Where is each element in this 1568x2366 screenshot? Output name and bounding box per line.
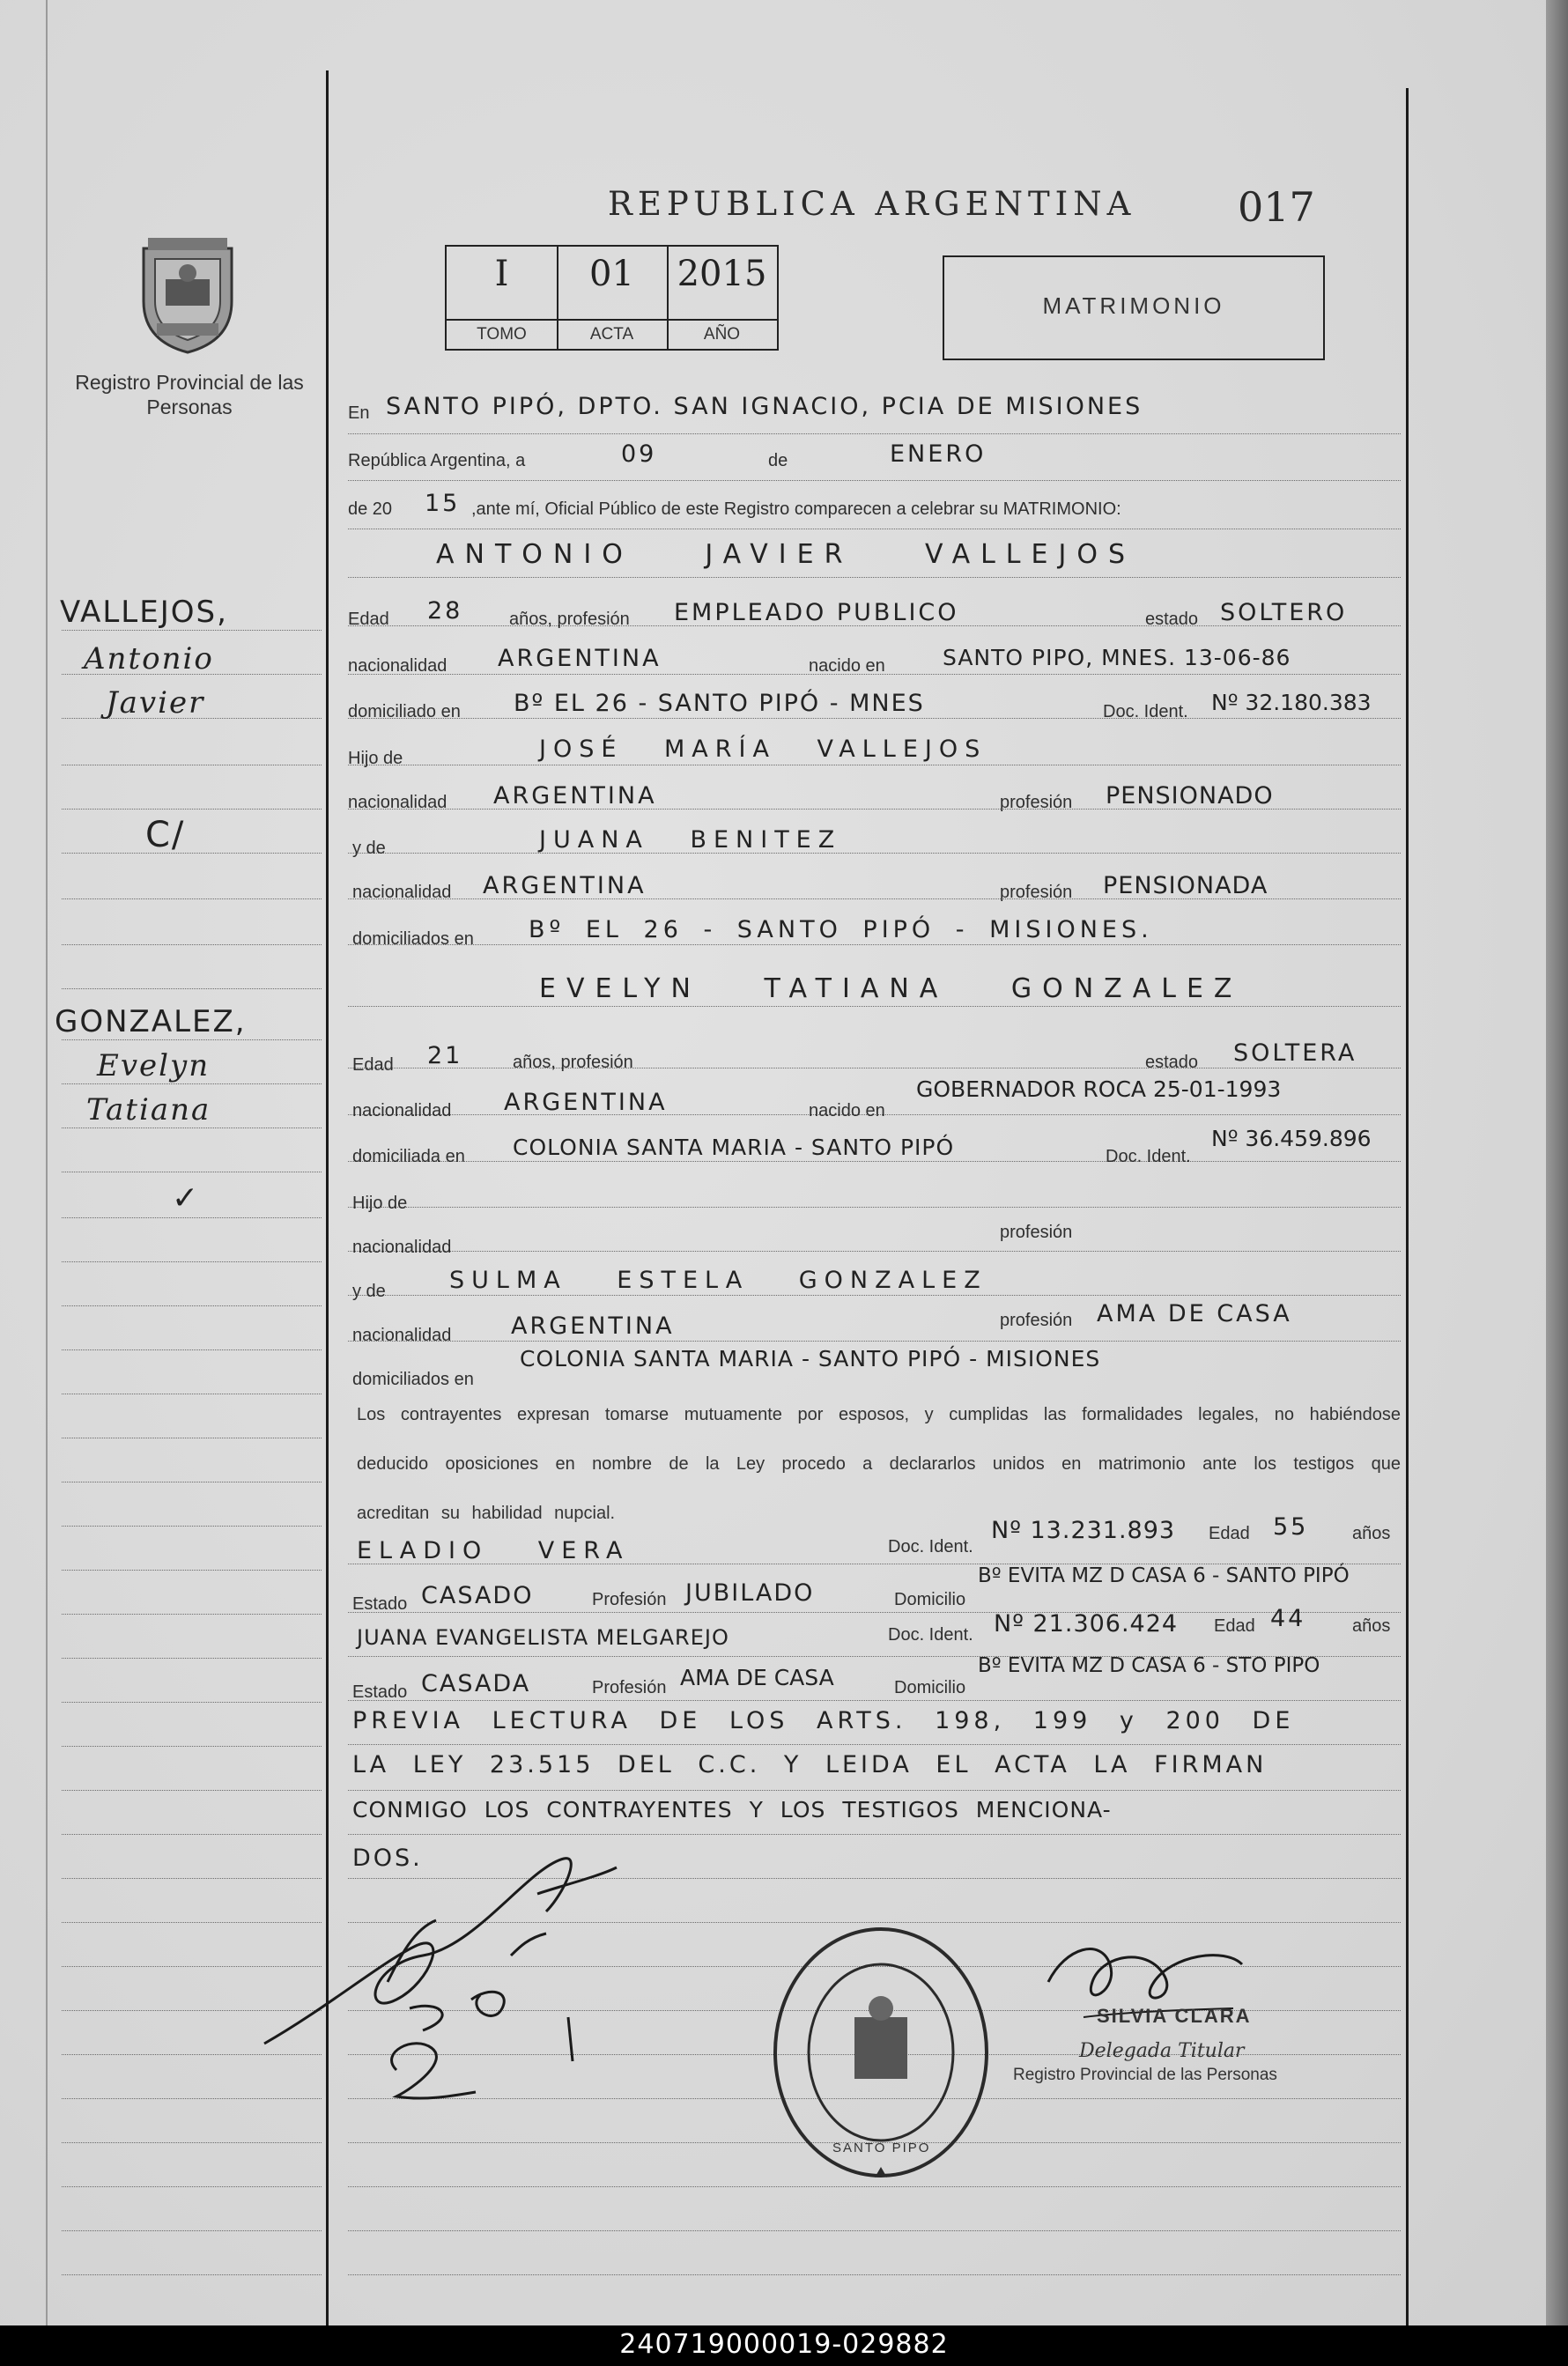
bride-doc: Nº 36.459.896: [1211, 1126, 1372, 1151]
bride-nacido-label: nacido en: [809, 1101, 885, 1120]
witness1-edad-label: Edad: [1209, 1524, 1250, 1543]
place-value: SANTO PIPÓ, DPTO. SAN IGNACIO, PCIA DE MISIONES: [386, 393, 1143, 420]
witness2-address: Bº EVITA MZ D CASA 6 - STO PIPO: [978, 1654, 1320, 1677]
witness2-age: 44: [1270, 1605, 1306, 1632]
bride-father-nac-label: nacionalidad: [352, 1238, 452, 1257]
witness2-prof-label: Profesión: [592, 1678, 667, 1697]
witness2-doc-label: Doc. Ident.: [888, 1625, 973, 1645]
margin-ruled-line: [62, 1702, 322, 1703]
groom-father-profession: PENSIONADO: [1106, 782, 1274, 810]
groom-estado-label: estado: [1145, 610, 1199, 629]
declaration-paragraph: Los contrayentes expresan tomarse mutuamente por esposos, y cumplidas las formalidades legales, no habiéndose deducido oposiciones en nombre de la Ley procedo a declararlos unidos en matrimonio ante los testigos que acreditan su habilidad nupcial.: [357, 1405, 1401, 1523]
bride-civil-status: SOLTERA: [1233, 1039, 1357, 1067]
de20-label: de 20: [348, 499, 393, 519]
margin-ruled-line: [62, 1039, 322, 1040]
tomo-label: TOMO: [447, 319, 557, 349]
witness2-edad-label: Edad: [1214, 1616, 1255, 1636]
bride-estado-label: estado: [1145, 1053, 1199, 1072]
margin-ruled-line: [62, 853, 322, 854]
witness2-estado-label: Estado: [352, 1682, 408, 1702]
right-border-line: [1406, 88, 1409, 2325]
groom-nacido-label: nacido en: [809, 656, 885, 676]
margin-ruled-line: [62, 1349, 322, 1350]
witness1-name: ELADIO VERA: [357, 1537, 630, 1564]
groom-father-prof-label: profesión: [1000, 793, 1073, 812]
groom-mother-nationality: ARGENTINA: [483, 872, 647, 899]
act-type-box: [943, 255, 1325, 360]
en-label: En: [348, 403, 370, 423]
bride-birth: GOBERNADOR ROCA 25-01-1993: [916, 1076, 1282, 1102]
witness1-address: Bº EVITA MZ D CASA 6 - SANTO PIPÓ: [978, 1564, 1350, 1587]
groom-doms-label: domiciliados en: [352, 929, 474, 949]
document-id: 240719000019-029882: [619, 2329, 949, 2360]
groom-mother-profession: PENSIONADA: [1103, 872, 1268, 899]
groom-parents-address: Bº EL 26 - SANTO PIPÓ - MISIONES.: [529, 916, 1153, 943]
officer-title: Delegada Titular: [1079, 2040, 1245, 2062]
margin-ruled-line: [62, 2186, 322, 2187]
ruled-line: [348, 1251, 1401, 1252]
ruled-line: [348, 577, 1401, 578]
bride-dom-label: domiciliada en: [352, 1147, 465, 1166]
bride-address: COLONIA SANTA MARIA - SANTO PIPÓ: [513, 1135, 955, 1160]
closing-line-1: PREVIA LECTURA DE LOS ARTS. 198, 199 y 200 DE: [352, 1707, 1295, 1734]
acta-cell: [557, 247, 669, 349]
ruled-line: [348, 433, 1401, 434]
closing-line-4: DOS.: [352, 1845, 423, 1872]
margin-ruled-line: [62, 1790, 322, 1791]
acta-value: 01: [589, 254, 634, 294]
year-suffix: 15: [425, 490, 461, 517]
witness1-age: 55: [1273, 1513, 1309, 1541]
witness2-anios-label: años: [1352, 1616, 1391, 1636]
witness1-prof-label: Profesión: [592, 1590, 667, 1609]
bride-mother-nac-label: nacionalidad: [352, 1326, 452, 1345]
act-type-label: MATRIMONIO: [1042, 292, 1225, 319]
margin-bride-middle: Tatiana: [86, 1092, 211, 1128]
groom-doc-label: Doc. Ident.: [1103, 702, 1188, 721]
left-margin-line: [46, 0, 48, 2325]
margin-ruled-line: [62, 2274, 322, 2275]
closing-line-3: CONMIGO LOS CONTRAYENTES Y LOS TESTIGOS MENCIONA-: [352, 1797, 1112, 1823]
margin-ruled-line: [62, 898, 322, 899]
stamp-place: SANTO PIPO: [832, 2140, 931, 2155]
bride-mother-nationality: ARGENTINA: [511, 1312, 675, 1340]
margin-ruled-line: [62, 1305, 322, 1306]
ruled-line: [348, 944, 1401, 945]
margin-ruled-line: [62, 1614, 322, 1615]
month-value: ENERO: [890, 440, 987, 468]
witness2-civil-status: CASADA: [421, 1670, 531, 1697]
signatures-graphic: [247, 1832, 652, 2123]
ruled-line: [348, 1207, 1401, 1208]
margin-ruled-line: [62, 2142, 322, 2143]
ruled-line: [348, 480, 1401, 481]
witness1-profession: JUBILADO: [685, 1579, 815, 1607]
record-index-box: [445, 245, 779, 351]
margin-ruled-line: [62, 1746, 322, 1747]
country-title: REPUBLICA ARGENTINA: [608, 185, 1136, 223]
folio-number: 017: [1238, 183, 1315, 231]
bride-nac-label: nacionalidad: [352, 1101, 452, 1120]
margin-ruled-line: [62, 1570, 322, 1571]
ruled-line: [348, 1612, 1401, 1613]
witness1-estado-label: Estado: [352, 1594, 408, 1614]
witness2-name: JUANA EVANGELISTA MELGAREJO: [357, 1625, 729, 1650]
margin-ruled-line: [62, 630, 322, 631]
officer-name: SILVIA CLARA: [1097, 2005, 1252, 2027]
groom-father-nationality: ARGENTINA: [493, 782, 657, 810]
bride-edad-label: Edad: [352, 1055, 394, 1075]
margin-ruled-line: [62, 944, 322, 945]
witness1-dom-label: Domicilio: [894, 1590, 966, 1609]
ruled-line: [348, 1295, 1401, 1296]
groom-nationality: ARGENTINA: [498, 645, 662, 672]
margin-ruled-line: [62, 988, 322, 989]
bride-anios-prof-label: años, profesión: [513, 1053, 633, 1072]
republica-label: República Argentina, a: [348, 451, 526, 470]
registry-title: Registro Provincial de las Personas: [75, 371, 304, 418]
ruled-line: [348, 2230, 1401, 2231]
groom-profession: EMPLEADO PUBLICO: [674, 599, 959, 626]
witness1-doc-label: Doc. Ident.: [888, 1537, 973, 1556]
bride-parents-address: COLONIA SANTA MARIA - SANTO PIPÓ - MISIONES: [520, 1346, 1101, 1372]
ruled-line: [348, 1341, 1401, 1342]
groom-name: ANTONIO JAVIER VALLEJOS: [436, 539, 1135, 570]
groom-doc: Nº 32.180.383: [1211, 690, 1372, 715]
groom-father-nac-label: nacionalidad: [348, 793, 447, 812]
bride-doms-label: domiciliados en: [352, 1370, 474, 1389]
witness1-civil-status: CASADO: [421, 1582, 534, 1609]
bride-hijo-label: Hijo de: [352, 1194, 408, 1213]
ruled-line: [348, 1006, 1401, 1007]
day-value: 09: [621, 440, 657, 468]
groom-yde-label: y de: [352, 839, 386, 858]
groom-nac-label: nacionalidad: [348, 656, 447, 676]
ruled-line: [348, 1161, 1401, 1162]
groom-address: Bº EL 26 - SANTO PIPÓ - MNES: [514, 690, 925, 717]
acta-label: ACTA: [557, 319, 667, 349]
bride-doc-label: Doc. Ident.: [1106, 1147, 1191, 1166]
bride-mother-profession: AMA DE CASA: [1097, 1300, 1292, 1327]
groom-edad-label: Edad: [348, 610, 389, 629]
bride-father-prof-label: profesión: [1000, 1223, 1073, 1242]
tomo-cell: [447, 247, 558, 349]
province-emblem-icon: [130, 231, 245, 354]
witness1-doc: Nº 13.231.893: [991, 1517, 1176, 1544]
ruled-line: [348, 1700, 1401, 1701]
groom-mother: JUANA BENITEZ: [539, 826, 842, 854]
ruled-line: [348, 2186, 1401, 2187]
margin-ruled-line: [62, 1217, 322, 1218]
groom-age: 28: [427, 597, 463, 625]
witness2-dom-label: Domicilio: [894, 1678, 966, 1697]
groom-civil-status: SOLTERO: [1220, 599, 1348, 626]
margin-groom-surname: VALLEJOS,: [60, 595, 228, 630]
margin-bride-first: Evelyn: [97, 1048, 211, 1083]
book-edge: [1546, 0, 1568, 2325]
bride-nationality: ARGENTINA: [504, 1089, 668, 1116]
anio-value: 2015: [677, 254, 767, 294]
groom-anios-prof-label: años, profesión: [509, 610, 630, 629]
ruled-line: [348, 853, 1401, 854]
margin-ruled-line: [62, 2230, 322, 2231]
margin-ruled-line: [62, 1658, 322, 1659]
margin-ruled-line: [62, 809, 322, 810]
anio-cell: [667, 247, 777, 349]
ruled-line: [348, 1744, 1401, 1745]
bride-mother-prof-label: profesión: [1000, 1311, 1073, 1330]
ante-text: ,ante mí, Oficial Público de este Registro comparecen a celebrar su MATRIMONIO:: [471, 499, 1121, 519]
margin-groom-first: Antonio: [84, 641, 214, 677]
margin-ruled-line: [62, 1261, 322, 1262]
tomo-value: I: [494, 254, 509, 294]
groom-hijo-label: Hijo de: [348, 749, 403, 768]
officer-office: Registro Provincial de las Personas: [1013, 2066, 1277, 2084]
margin-bride-surname: GONZALEZ,: [55, 1004, 247, 1039]
closing-line-2: LA LEY 23.515 DEL C.C. Y LEIDA EL ACTA LA FIRMAN: [352, 1751, 1268, 1778]
margin-connector: C/: [145, 815, 186, 855]
groom-mother-nac-label: nacionalidad: [352, 883, 452, 902]
groom-dom-label: domiciliado en: [348, 702, 461, 721]
groom-birth: SANTO PIPO, MNES. 13-06-86: [943, 645, 1291, 670]
witness2-doc: Nº 21.306.424: [994, 1610, 1179, 1638]
margin-ruled-line: [62, 1526, 322, 1527]
bride-yde-label: y de: [352, 1282, 386, 1301]
margin-check-mark: ✓: [172, 1180, 201, 1216]
groom-father: JOSÉ MARÍA VALLEJOS: [539, 736, 987, 763]
anio-label: AÑO: [667, 319, 777, 349]
witness1-anios-label: años: [1352, 1524, 1391, 1543]
bride-mother: SULMA ESTELA GONZALEZ: [449, 1267, 987, 1294]
witness2-profession: AMA DE CASA: [680, 1665, 834, 1690]
ruled-line: [348, 2274, 1401, 2275]
bride-name: EVELYN TATIANA GONZALEZ: [539, 973, 1243, 1004]
margin-ruled-line: [62, 1083, 322, 1084]
groom-mother-prof-label: profesión: [1000, 883, 1073, 902]
ruled-line: [348, 718, 1401, 719]
margin-groom-middle: Javier: [106, 685, 205, 721]
bride-age: 21: [427, 1042, 463, 1069]
ruled-line: [348, 1790, 1401, 1791]
de-label: de: [768, 451, 788, 470]
